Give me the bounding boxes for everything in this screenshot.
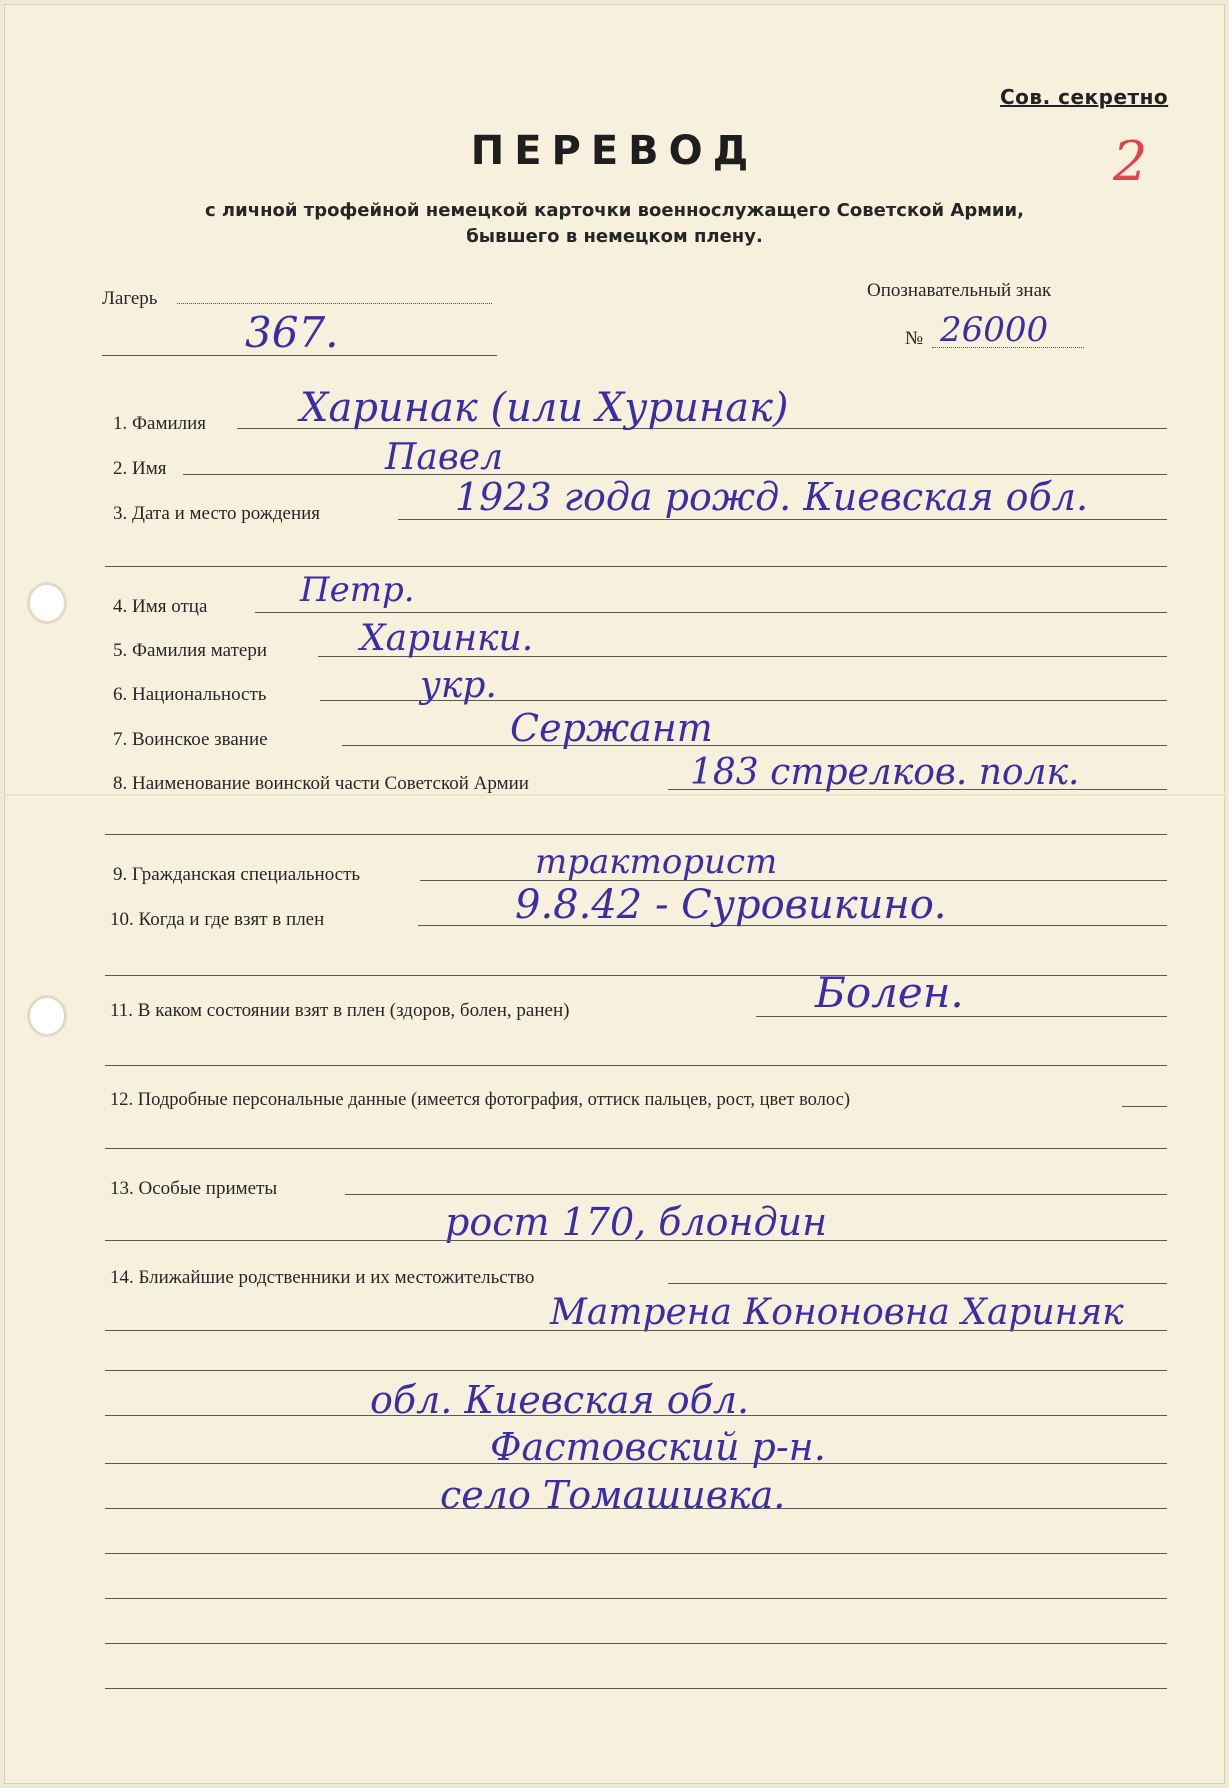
field-9-label: 9. Гражданская специальность (113, 864, 361, 885)
ruled-line (105, 1598, 1167, 1599)
field-8-label: 8. Наименование воинской части Советской Армии (113, 773, 529, 794)
field-9-value: тракторист (535, 842, 778, 882)
field-3-value: 1923 года рожд. Киевская обл. (455, 475, 1089, 519)
field-10-value: 9.8.42 - Суровикино. (515, 882, 947, 928)
field-4-label: 4. Имя отца (113, 596, 208, 617)
ruled-line (105, 1688, 1167, 1689)
address-line-1: обл. Киевская обл. (370, 1378, 750, 1422)
field-14-line (668, 1283, 1167, 1284)
subtitle-line-2: бывшего в немецком плену. (466, 226, 763, 247)
punch-hole (30, 585, 64, 621)
field-7-label: 7. Воинское звание (113, 729, 268, 750)
field-5-label: 5. Фамилия матери (113, 640, 268, 661)
field-12-line (1122, 1106, 1167, 1107)
field-1-label: 1. Фамилия (113, 413, 207, 434)
subtitle-line-1: с личной трофейной немецкой карточки военнослужащего Советской Армии, (204, 200, 1024, 221)
id-no-value: 26000 (940, 310, 1049, 350)
field-2-label: 2. Имя (113, 458, 167, 479)
ruled-line (105, 1330, 1167, 1331)
field-13-label: 13. Особые приметы (110, 1178, 278, 1199)
field-13-value: рост 170, блондин (445, 1200, 828, 1244)
field-9-line (420, 880, 1167, 881)
field-7-line (342, 745, 1167, 746)
punch-hole (30, 998, 64, 1034)
field-12-continuation-line (105, 1148, 1167, 1149)
field-3-continuation-line (105, 566, 1167, 567)
field-11-label: 11. В каком состоянии взят в плен (здоров, болен, ранен) (110, 1000, 570, 1021)
field-8-value: 183 стрелков. полк. (690, 752, 1080, 793)
camp-value: 367. (245, 308, 339, 357)
field-12-label: 12. Подробные персональные данные (имеется фотография, оттиск пальцев, рост, цвет волос) (110, 1090, 850, 1110)
classification-stamp: Сов. секретно (1000, 85, 1169, 109)
address-line-2: Фастовский р-н. (490, 1425, 826, 1469)
field-14-value: Матрена Кононовна Хариняк (550, 1292, 1124, 1333)
field-4-value: Петр. (300, 570, 415, 610)
ruled-line (105, 1553, 1167, 1554)
field-6-value: укр. (420, 665, 497, 706)
field-10-continuation-line (105, 975, 1167, 976)
ruled-line (105, 1370, 1167, 1371)
field-5-value: Харинки. (360, 618, 534, 659)
camp-line (102, 355, 497, 356)
page-title: ПЕРЕВОД (470, 128, 759, 174)
field-1-value: Харинак (или Хуринак) (300, 385, 789, 431)
camp-label: Лагерь (102, 288, 158, 309)
id-tag-label: Опознавательный знак (867, 280, 1052, 301)
field-7-value: Сержант (510, 706, 713, 750)
field-10-label: 10. Когда и где взят в плен (110, 909, 325, 930)
field-11-continuation-line (105, 1065, 1167, 1066)
page-subtitle (0, 198, 1229, 250)
field-14-label: 14. Ближайшие родственники и их местожительство (110, 1267, 535, 1288)
field-6-label: 6. Национальность (113, 684, 267, 705)
field-11-value: Болен. (815, 968, 964, 1017)
red-pencil-mark: 2 (1113, 130, 1148, 193)
field-3-line (398, 519, 1167, 520)
ruled-line (105, 1643, 1167, 1644)
field-13-continuation-line (105, 1240, 1167, 1241)
camp-dotted-line (177, 303, 492, 304)
field-2-value: Павел (385, 437, 504, 478)
field-8-continuation-line (105, 834, 1167, 835)
field-4-line (255, 612, 1167, 613)
address-line-3: село Томашивка. (440, 1473, 786, 1517)
field-3-label: 3. Дата и место рождения (113, 503, 321, 524)
id-no-label: № (905, 328, 924, 349)
field-13-line (345, 1194, 1167, 1195)
